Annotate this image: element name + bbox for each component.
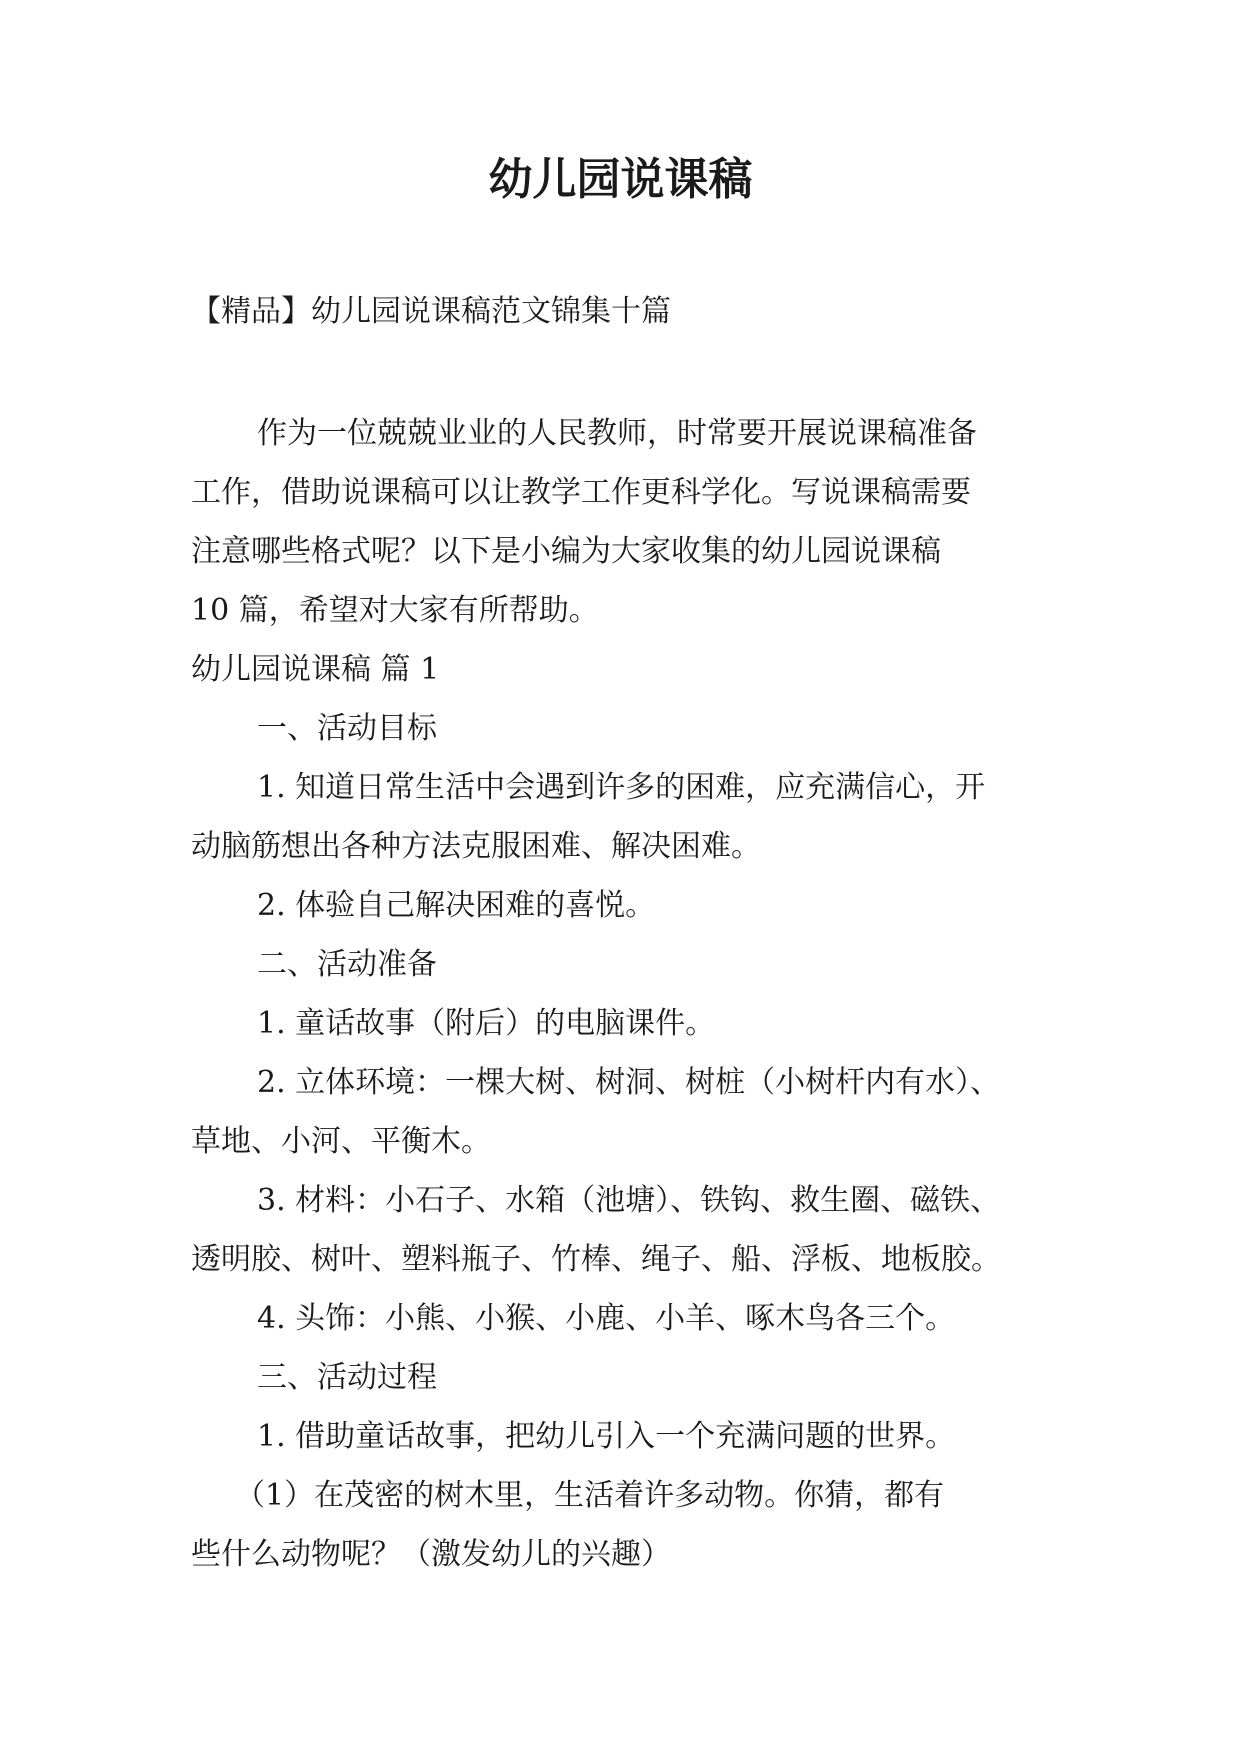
body-line: 1. 知道日常生活中会遇到许多的困难，应充满信心，开 xyxy=(257,770,986,805)
body-line: 作为一位兢兢业业的人民教师，时常要开展说课稿准备 xyxy=(257,416,977,451)
body-line: 草地、小河、平衡木。 xyxy=(191,1124,491,1159)
body-line: 10 篇，希望对大家有所帮助。 xyxy=(191,593,599,628)
body-line: 1. 借助童话故事，把幼儿引入一个充满问题的世界。 xyxy=(257,1419,956,1454)
body-line: 透明胶、树叶、塑料瓶子、竹棒、绳子、船、浮板、地板胶。 xyxy=(191,1242,1001,1277)
document-body xyxy=(191,404,1051,1584)
body-line: 工作，借助说课稿可以让教学工作更科学化。写说课稿需要 xyxy=(191,475,971,510)
body-line: 注意哪些格式呢？以下是小编为大家收集的幼儿园说课稿 xyxy=(191,534,941,569)
section-heading: 幼儿园说课稿 篇 1 xyxy=(191,652,440,687)
body-line: 3. 材料：小石子、水箱（池塘）、铁钩、救生圈、磁铁、 xyxy=(257,1183,1001,1218)
body-line: 2. 立体环境：一棵大树、树洞、树桩（小树杆内有水）、 xyxy=(257,1065,1001,1100)
body-line: 2. 体验自己解决困难的喜悦。 xyxy=(257,888,656,923)
section-heading: 二、活动准备 xyxy=(257,947,437,982)
body-line: 些什么动物呢？（激发幼儿的兴趣） xyxy=(191,1537,671,1572)
body-line: （1）在茂密的树木里，生活着许多动物。你猜，都有 xyxy=(235,1478,945,1513)
body-line: 动脑筋想出各种方法克服困难、解决困难。 xyxy=(191,829,761,864)
section-heading: 一、活动目标 xyxy=(257,711,437,746)
body-line: 4. 头饰：小熊、小猴、小鹿、小羊、啄木鸟各三个。 xyxy=(257,1301,956,1336)
document-title: 幼儿园说课稿 xyxy=(488,154,753,205)
section-heading: 三、活动过程 xyxy=(257,1360,437,1395)
body-line: 1. 童话故事（附后）的电脑课件。 xyxy=(257,1006,716,1041)
document-subtitle: 【精品】幼儿园说课稿范文锦集十篇 xyxy=(191,294,671,329)
